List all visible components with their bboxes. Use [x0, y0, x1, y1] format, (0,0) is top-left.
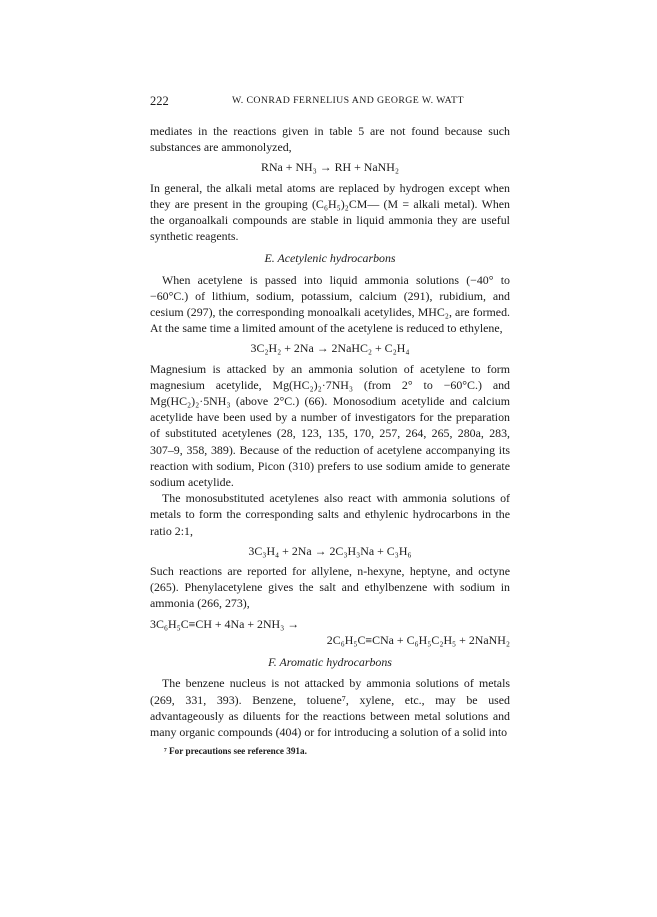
footnote: ⁷ For precautions see reference 391a. [164, 746, 307, 757]
equation: RNa + NH₃ → RH + NaNH₂ [261, 160, 399, 175]
paragraph: mediates in the reactions given in table 5 are not found because such substances are ammonolyzed, [150, 124, 510, 155]
equation: 3C₃H₄ + 2Na → 2C₃H₃Na + C₃H₆ [248, 543, 412, 558]
equation-line-2: 2C₆H₅C≡CNa + C₆H₅C₂H₅ + 2NaNH₂ [326, 632, 510, 647]
paragraph: Magnesium is attacked by an ammonia solution of acetylene to form magnesium acetylide, Mg(HC₂)₂·7NH₃ (from 2° to −60°C.) and Mg(HC₂)₂·5NH₃ (above 2°C.) (66). Monosodium acetylide and calcium acetylide have been used by a number of investigators for the preparation of substituted acetylenes (28, 123, 135, 170, 257, 264, 265, 280a, 283, 307–9, 358, 389). Because of the reduction of acetylene accompanying its reaction with sodium, Picon (310) prefers to use sodium amide to generate sodium acetylide. [150, 361, 510, 490]
paragraph: In general, the alkali metal atoms are replaced by hydrogen except when they are present in the grouping (C₆H₅)₂CM— (M = alkali metal). When the organoalkali compounds are stable in liquid ammonia they are useful synthetic reagents. [150, 180, 510, 244]
section-heading: F. Aromatic hydrocarbons [268, 655, 392, 670]
page-number: 222 [150, 94, 169, 108]
equation: 3C₂H₂ + 2Na → 2NaHC₂ + C₂H₄ [250, 341, 410, 356]
page-header [150, 94, 510, 112]
paragraph: Such reactions are reported for allylene, n-hexyne, heptyne, and octyne (265). Phenylacetylene gives the salt and ethylbenzene with sodium in ammonia (266, 273), [150, 564, 510, 611]
paragraph: The monosubstituted acetylenes also react with ammonia solutions of metals to form the corresponding salts and ethylenic hydrocarbons in the ratio 2:1, [150, 491, 510, 538]
equation-line-1: 3C₆H₅C≡CH + 4Na + 2NH₃ → [150, 616, 300, 631]
paragraph: When acetylene is passed into liquid ammonia solutions (−40° to −60°C.) of lithium, sodium, potassium, calcium (291), rubidium, and cesium (297), the corresponding monoalkali acetylides, MHC₂, are formed. At the same time a limited amount of the acetylene is reduced to ethylene, [150, 272, 510, 336]
running-head: W. CONRAD FERNELIUS AND GEORGE W. WATT [232, 95, 464, 106]
paragraph: The benzene nucleus is not attacked by ammonia solutions of metals (269, 331, 393). Benzene, toluene⁷, xylene, etc., may be used advantageously as diluents for the reactions between metal solutions and many organic compounds (404) or for introducing a solution of a solid into [150, 676, 510, 739]
body-text [150, 123, 510, 757]
section-heading: E. Acetylenic hydrocarbons [264, 251, 396, 266]
